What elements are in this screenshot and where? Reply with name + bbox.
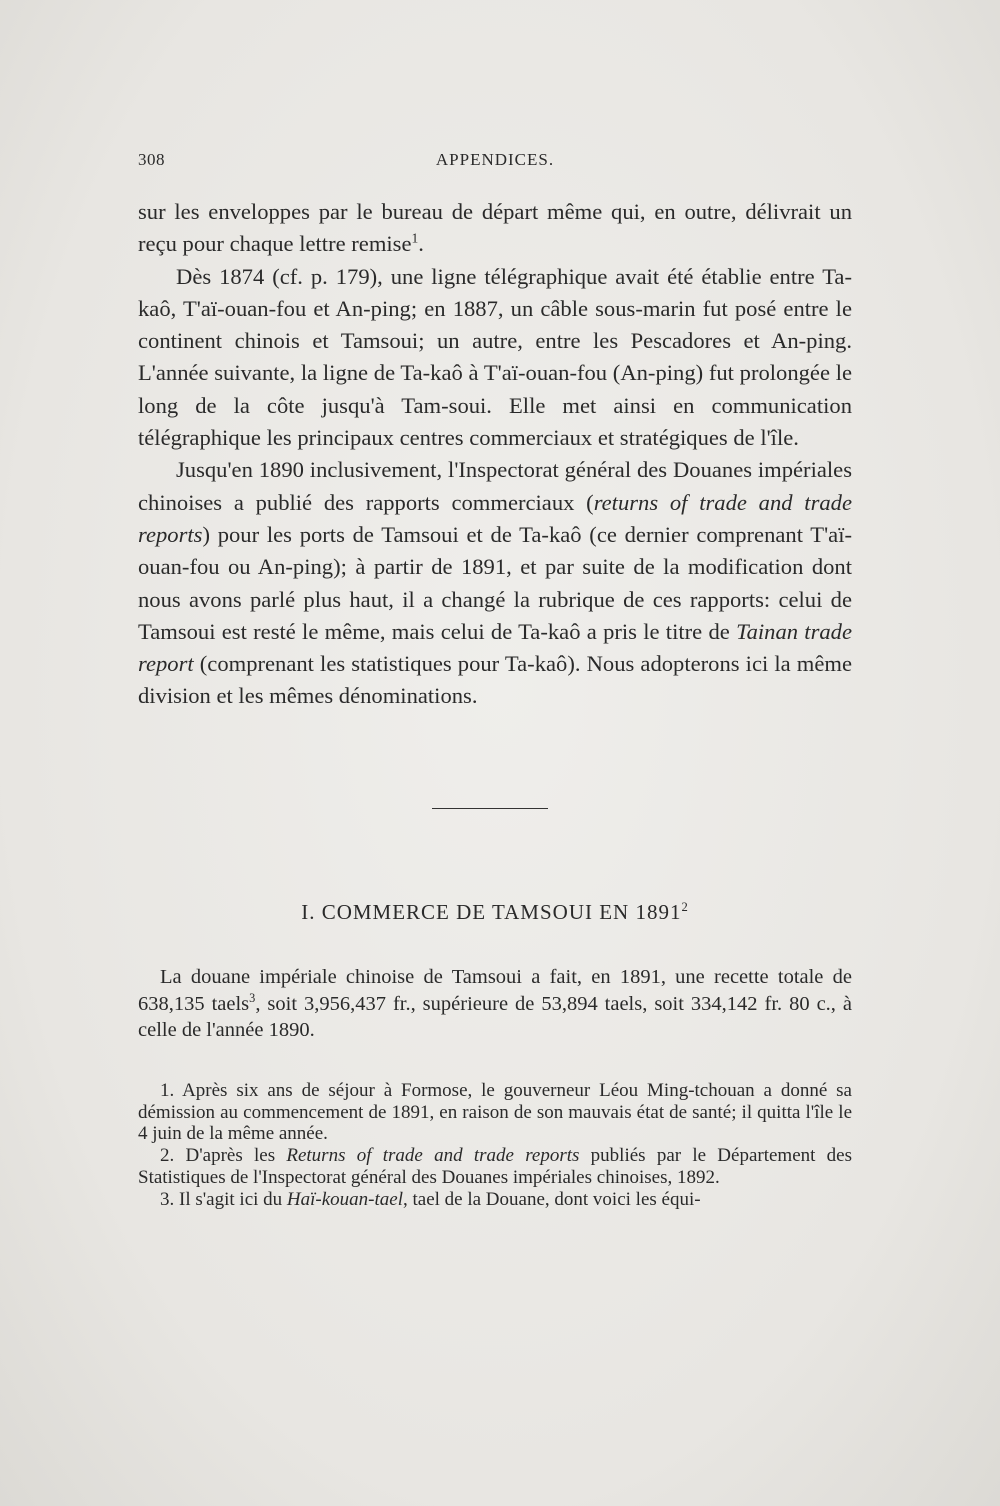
main-text bbox=[138, 196, 852, 713]
section-heading bbox=[138, 900, 852, 925]
section-text bbox=[138, 964, 852, 1044]
italic-title-returns: returns of trade and trade reports bbox=[138, 489, 852, 547]
footnote-2-italic: Returns of trade and trade reports bbox=[286, 1145, 580, 1167]
footnote-2-b: publiés par le Département des Statistiques de l'Inspectorat général des Douanes impériales chinoises, 1892. bbox=[138, 1145, 852, 1188]
paragraph-3-text-c: (comprenant les statistiques pour Ta-kaô). Nous adopterons ici la même division et les mêmes dénominations. bbox=[138, 651, 852, 709]
paragraph-3-text-a: Jusqu'en 1890 inclusivement, l'Inspectorat général des Douanes impériales chinoises a publié des rapports commerciaux ( bbox=[138, 457, 852, 515]
section-heading-text: I. COMMERCE DE TAMSOUI EN 1891 bbox=[301, 900, 682, 924]
paragraph-3-text-b: ) pour les ports de Tamsoui et de Ta-kaô (ce dernier comprenant T'aï-ouan-fou ou An-ping); à partir de 1891, et par suite de la modification dont nous avons parlé plus haut, il a changé la rubrique de ces rapports: celui de Tamsoui est resté le même, mais celui de Ta-kaô a pris le titre de bbox=[138, 521, 852, 644]
footnote-2-a: 2. D'après les bbox=[160, 1145, 287, 1167]
footnote-1: 1. Après six ans de séjour à Formose, le gouverneur Léou Ming-tchouan a donné sa démission au commencement de 1891, en raison de son mauvais état de santé; il quitta l'île le 4 juin de la même année. bbox=[138, 1080, 852, 1145]
footnote-ref-3: 3 bbox=[249, 990, 256, 1005]
footnote-ref-1: 1 bbox=[411, 230, 419, 246]
paragraph-1 bbox=[138, 196, 852, 261]
footnote-3-italic: Haï-kouan-tael bbox=[286, 1188, 403, 1210]
footnote-3-a: 3. Il s'agit ici du bbox=[160, 1188, 287, 1210]
footnote-ref-2: 2 bbox=[681, 900, 689, 914]
section-paragraph-b: , soit 3,956,437 fr., supérieure de 53,894 taels, soit 334,142 fr. 80 c., à celle de l'année 1890. bbox=[138, 992, 852, 1041]
page-number: 308 bbox=[138, 150, 165, 169]
footnotes bbox=[138, 1080, 852, 1210]
paragraph-2: Dès 1874 (cf. p. 179), une ligne télégraphique avait été établie entre Ta-kaô, T'aï-ouan-fou et An-ping; en 1887, un câble sous-marin fut posé entre le continent chinois et Tamsoui; un autre, entre les Pescadores et An-ping. L'année suivante, la ligne de Ta-kaô à T'aï-ouan-fou (An-ping) fut prolongée le long de la côte jusqu'à Tam-soui. Elle met ainsi en communication télégraphique les principaux centres commerciaux et stratégiques de l'île. bbox=[138, 263, 852, 451]
paragraph-3 bbox=[138, 454, 852, 712]
running-head: APPENDICES. bbox=[435, 150, 555, 169]
paragraph-1-text: sur les enveloppes par le bureau de départ même qui, en outre, délivrait un reçu pour chaque lettre remise bbox=[138, 199, 852, 257]
section-paragraph bbox=[138, 964, 852, 1044]
page-header bbox=[138, 150, 852, 172]
footnote-3-b: , tael de la Douane, dont voici les équi- bbox=[402, 1188, 701, 1210]
section-divider bbox=[432, 808, 548, 809]
paragraph-1-end: . bbox=[418, 231, 424, 257]
footnote-3 bbox=[138, 1189, 852, 1211]
italic-title-tainan: Tainan trade report bbox=[138, 618, 853, 677]
section-paragraph-a: La douane impériale chinoise de Tamsoui a fait, en 1891, une recette totale de 638,135 taels bbox=[138, 966, 852, 1015]
footnote-2 bbox=[138, 1145, 852, 1188]
